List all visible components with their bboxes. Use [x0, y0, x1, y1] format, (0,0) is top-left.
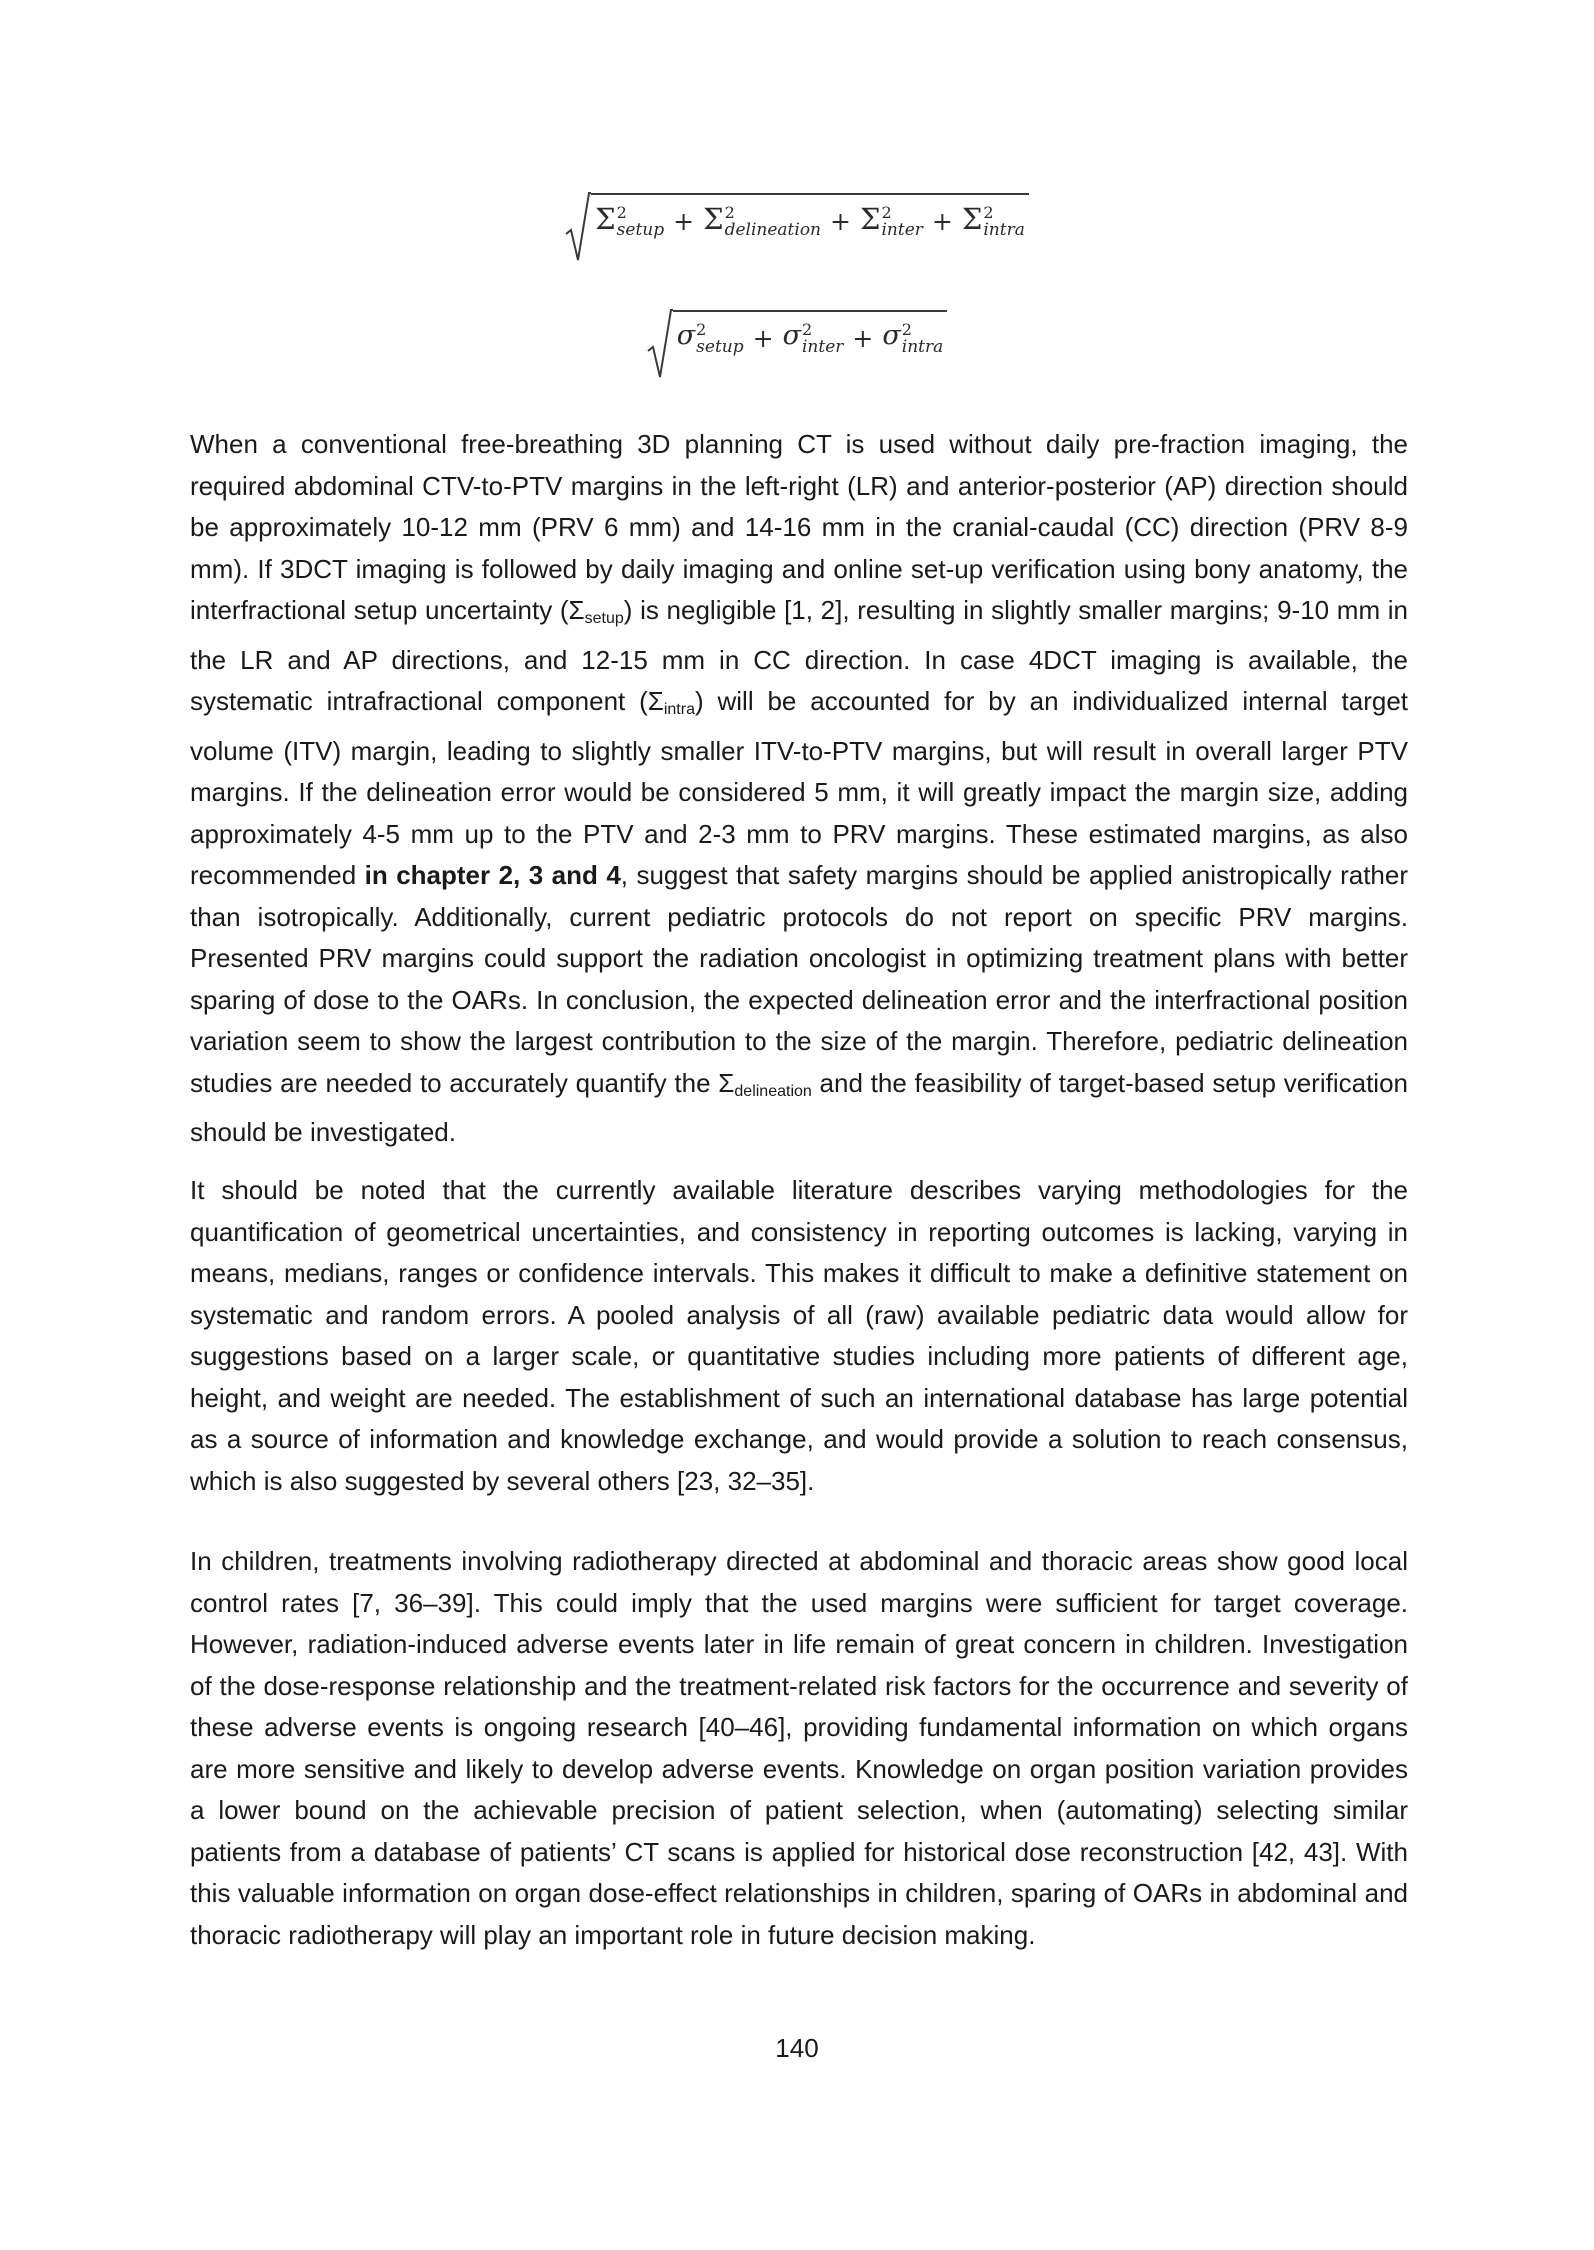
- term-intra: σ 2 intra: [882, 320, 944, 357]
- sqrt-sign-icon: [647, 307, 673, 379]
- radicand: [673, 310, 948, 379]
- formula-systematic-margin: [0, 190, 1594, 262]
- formula-random-margin: [0, 307, 1594, 379]
- sqrt-expression: [647, 307, 948, 379]
- term-inter: Σ 2 inter: [859, 202, 923, 240]
- subscript-setup: setup: [584, 610, 624, 627]
- term-setup: σ 2 setup: [676, 320, 744, 357]
- sqrt-expression: [565, 190, 1029, 262]
- term-delineation: Σ 2 delineation: [703, 202, 822, 240]
- radicand: [591, 193, 1029, 262]
- term-setup: Σ 2 setup: [595, 202, 665, 240]
- page-number: 140: [775, 2033, 819, 2063]
- plus-sign: +: [830, 207, 851, 236]
- plus-sign: +: [931, 207, 953, 236]
- sqrt-sign-icon: [565, 190, 591, 262]
- plus-sign: +: [673, 207, 695, 236]
- paragraph-literature: It should be noted that the currently available literature describes varying methodologies for the quantification of geometrical uncertainties, and consistency in reporting outcomes is lacking, varying in means, medians, ranges or confidence intervals. This makes it difficult to make a definitive statement on systematic and random errors. A pooled analysis of all (raw) available pediatric data would allow for suggestions based on a larger scale, or quantitative studies including more patients of different age, height, and weight are needed. The establishment of such an international database has large potential as a source of information and knowledge exchange, and would provide a solution to reach consensus, which is also suggested by several others [23, 32–35].: [190, 1175, 1408, 1496]
- term-intra: Σ 2 intra: [961, 202, 1025, 240]
- plus-sign: +: [852, 324, 874, 353]
- paragraph-margins: When a conventional free-breathing 3D planning CT is used without daily pre-fraction imaging, the required abdominal CTV-to-PTV margins in the left-right (LR) and anterior-posterior (AP) direction should be approximately 10-12 mm (PRV 6 mm) and 14-16 mm in the cranial-caudal (CC) direction (PRV 8-9 mm). If 3DCT imaging is followed by daily imaging and online set-up verification using bony anatomy, the interfractional setup uncertainty $(\Sigma_{setup})$ is negligible [1, 2], resulting in slightly smaller margins; 9-10 mm in the LR and AP directions, and 12-15 mm in CC direction. In case 4DCT imaging is available, the systematic intrafractional component $(\Sigma_{intra})$ will be accounted for by an individualized internal target volume (ITV) margin, leading to slightly smaller ITV-to-PTV margins, but will result in overall larger PTV margins. If the delineation error would be considered 5 mm, it will greatly impact the margin size, adding approximately 4-5 mm up to the PTV and 2-3 mm to PRV margins. These estimated margins, as also recommended in chapter 2, 3 and 4, suggest that safety margins should be applied anistropically rather than isotropically. Additionally, current pediatric protocols do not report on specific PRV margins. Presented PRV margins could support the radiation oncologist in optimizing treatment plans with better sparing of dose to the OARs. In conclusion, the expected delineation error and the interfractional position variation seem to show the largest contribution to the size of the margin. Therefore, pediatric delineation studies are needed to accurately quantify the $\Sigma_{delineation}$ and the feasibility of target-based setup verification should be investigated.: [190, 429, 1409, 1147]
- chapter-reference: in chapter 2, 3 and 4: [364, 860, 621, 890]
- term-inter: σ 2 inter: [782, 320, 844, 357]
- plus-sign: +: [752, 324, 774, 353]
- subscript-delineation: delineation: [734, 1082, 812, 1100]
- paragraph-children: In children, treatments involving radiotherapy directed at abdominal and thoracic areas show good local control rates [7, 36–39]. This could imply that the used margins were sufficient for target coverage. However, radiation-induced adverse events later in life remain of great concern in children. Investigation of the dose-response relationship and the treatment-related risk factors for the occurrence and severity of these adverse events is ongoing research [40–46], providing fundamental information on which organs are more sensitive and likely to develop adverse events. Knowledge on organ position variation provides a lower bound on the achievable precision of patient selection, when (automating) selecting similar patients from a database of patients’ CT scans is applied for historical dose reconstruction [42, 43]. With this valuable information on organ dose-effect relationships in children, sparing of OARs in abdominal and thoracic radiotherapy will play an important role in future decision making.: [190, 1546, 1408, 1950]
- subscript-intra: intra: [663, 701, 695, 718]
